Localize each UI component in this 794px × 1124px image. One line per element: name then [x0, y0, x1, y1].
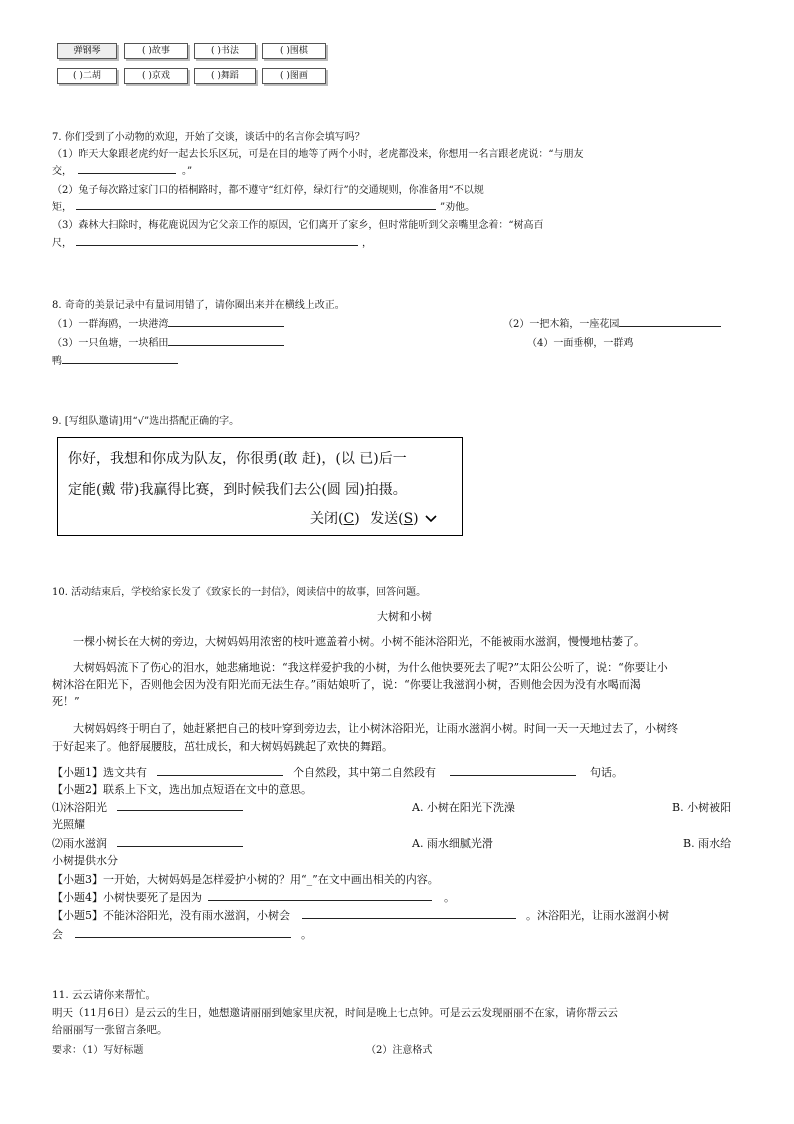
- grid-cell: ( )故事: [124, 43, 188, 59]
- sq-text: ⑴沐浴阳光: [52, 801, 107, 814]
- q7-text: 尺，: [52, 238, 72, 249]
- q9-title: 9. [写组队邀请]用“√”选出搭配正确的字。: [52, 416, 240, 427]
- answer-blank[interactable]: [619, 316, 721, 327]
- answer-blank[interactable]: [208, 890, 432, 901]
- option-b-cont: 光照耀: [52, 818, 85, 831]
- story-paragraph: 一棵小树长在大树的旁边，大树妈妈用浓密的枝叶遮盖着小树。小树不能沐浴阳光，不能被雨水滋润，慢慢地枯萎了。: [73, 635, 645, 648]
- sq-text: 【小题5】不能沐浴阳光，没有雨水滋润，小树会: [52, 909, 290, 922]
- q8-item: [52, 334, 284, 349]
- sq-text: 。沐浴阳光，让雨水滋润小树: [526, 909, 669, 922]
- answer-blank[interactable]: [76, 235, 358, 246]
- invite-message-box: [57, 437, 463, 536]
- q7-text: 交，: [52, 166, 72, 177]
- q11-requirement: 要求：（1）写好标题: [52, 1045, 144, 1056]
- option-a[interactable]: A. 小树在阳光下洗澡: [412, 801, 515, 814]
- q7-line: （1）昨天大象跟老虎约好一起去长乐区玩，可是在目的地等了两个小时，老虎都没来，你想用一名言跟老虎说：“与朋友: [52, 149, 584, 160]
- story-paragraph: 树沐浴在阳光下，否则他会因为没有阳光而无法生存。”雨姑娘听了，说：“你要让我滋润小树，否则他会因为没有水喝而渴: [52, 678, 641, 691]
- q8-title: 8. 奇奇的美景记录中有量词用错了，请你圈出来并在横线上改正。: [52, 300, 345, 311]
- grid-cell: 弹钢琴: [57, 43, 117, 59]
- answer-blank[interactable]: [168, 316, 284, 327]
- story-paragraph: 大树妈妈终于明白了，她赶紧把自己的枝叶穿到旁边去，让小树沐浴阳光，让雨水滋润小树。时间一天一天地过去了，小树终: [73, 722, 678, 735]
- answer-blank[interactable]: [117, 836, 243, 847]
- grid-cell: ( )书法: [194, 43, 256, 59]
- q7-text: ，: [362, 238, 372, 249]
- sq2-item: [52, 835, 243, 851]
- sq-text: 会: [52, 928, 63, 941]
- option-a[interactable]: A. 雨水细腻光滑: [412, 837, 493, 850]
- q8-text: （1）一群海鸥，一块港湾: [52, 319, 169, 330]
- sq-text: 【小题1】选文共有: [52, 766, 147, 779]
- invite-line: 你好，我想和你成为队友，你很勇(敢 赶)，(以 已)后一: [68, 451, 407, 467]
- subquestion-4: [52, 889, 455, 905]
- q11-title: 11. 云云请你来帮忙。: [52, 989, 157, 1001]
- grid-cell: ( )围棋: [262, 43, 326, 59]
- answer-blank[interactable]: [76, 199, 436, 210]
- grid-cell: ( )京戏: [124, 68, 188, 84]
- subquestion-3: 【小题3】一开始，大树妈妈是怎样爱护小树的？用“_”在文中画出相关的内容。: [52, 873, 439, 886]
- q8-item: [503, 315, 721, 330]
- option-b-cont: 小树提供水分: [52, 854, 118, 867]
- invite-line: 定能(戴 带)我赢得比赛，到时候我们去公(圆 园)拍摄。: [68, 482, 407, 498]
- subquestion-5-cont: [52, 926, 312, 942]
- close-button[interactable]: 关闭(C): [310, 511, 360, 527]
- q7-text: 矩，: [52, 202, 72, 213]
- option-b[interactable]: B. 小树被阳: [672, 801, 732, 814]
- q11-requirement: （2）注意格式: [366, 1045, 433, 1056]
- q8-text: 鸭: [52, 356, 62, 367]
- q8-item: [52, 352, 178, 367]
- story-paragraph: 大树妈妈流下了伤心的泪水，她悲痛地说：“我这样爱护我的小树，为什么他快要死去了呢?”太阳公公听了，说：“你要让小: [73, 661, 668, 674]
- sq-text: 句话。: [590, 766, 623, 779]
- subquestion-2: 【小题2】联系上下文，选出加点短语在文中的意思。: [52, 783, 312, 796]
- answer-blank[interactable]: [117, 800, 243, 811]
- answer-blank[interactable]: [168, 335, 284, 346]
- q11-line: 明天（11月6日）是云云的生日，她想邀请丽丽到她家里庆祝，时间是晚上七点钟。可是云云发现丽丽不在家，请你帮云云: [52, 1007, 619, 1019]
- q10-title: 10. 活动结束后，学校给家长发了《致家长的一封信》，阅读信中的故事，回答问题。: [52, 587, 427, 598]
- q8-text: （2）一把木箱，一座花园: [503, 319, 620, 330]
- send-button[interactable]: 发送(S): [370, 511, 419, 527]
- answer-blank[interactable]: [75, 927, 291, 938]
- option-b[interactable]: B. 雨水给: [683, 837, 732, 850]
- invite-actions: [310, 508, 437, 528]
- q11-line: 给丽丽写一张留言条吧。: [52, 1024, 168, 1036]
- grid-cell: ( )二胡: [57, 68, 117, 84]
- q7-line: [52, 162, 192, 177]
- sq-text: 个自然段，其中第二自然段有: [293, 766, 436, 779]
- grid-cell: ( )舞蹈: [194, 68, 256, 84]
- q8-item: （4）一面垂柳，一群鸡: [527, 338, 634, 349]
- q7-text: 。”: [182, 166, 193, 177]
- chevron-down-icon[interactable]: [425, 514, 437, 524]
- sq2-item: [52, 799, 243, 815]
- sq-text: 【小题4】小树快要死了是因为: [52, 891, 202, 904]
- sq-text: 。: [444, 891, 455, 904]
- story-title: 大树和小树: [377, 610, 432, 623]
- q7-line: [52, 234, 372, 249]
- answer-blank[interactable]: [62, 353, 178, 364]
- answer-blank[interactable]: [302, 908, 516, 919]
- q7-line: （2）兔子每次路过家门口的梧桐路时，都不遵守“红灯停，绿灯行”的交通规则，你准备用“不以规: [52, 185, 484, 196]
- q7-title: 7. 你们受到了小动物的欢迎，开始了交谈，谈话中的名言你会填写吗？: [52, 132, 365, 143]
- q7-text: ”劝他。: [440, 202, 476, 213]
- sq-text: 。: [301, 928, 312, 941]
- q8-text: （3）一只鱼塘，一块稻田: [52, 338, 169, 349]
- story-paragraph: 于好起来了。他舒展腰肢，茁壮成长，和大树妈妈跳起了欢快的舞蹈。: [52, 740, 393, 753]
- story-paragraph: 死！”: [52, 695, 80, 708]
- q7-line: （3）森林大扫除时，梅花鹿说因为它父亲工作的原因，它们离开了家乡，但时常能听到父亲嘴里念着：“树高百: [52, 220, 544, 231]
- sq-text: ⑵雨水滋润: [52, 837, 107, 850]
- subquestion-5: [52, 907, 669, 923]
- grid-cell: ( )图画: [262, 68, 326, 84]
- answer-blank[interactable]: [450, 765, 576, 776]
- q8-item: [52, 315, 284, 330]
- q7-line: [52, 198, 475, 213]
- answer-blank[interactable]: [157, 765, 283, 776]
- subquestion-1: [52, 764, 623, 780]
- answer-blank[interactable]: [78, 163, 176, 174]
